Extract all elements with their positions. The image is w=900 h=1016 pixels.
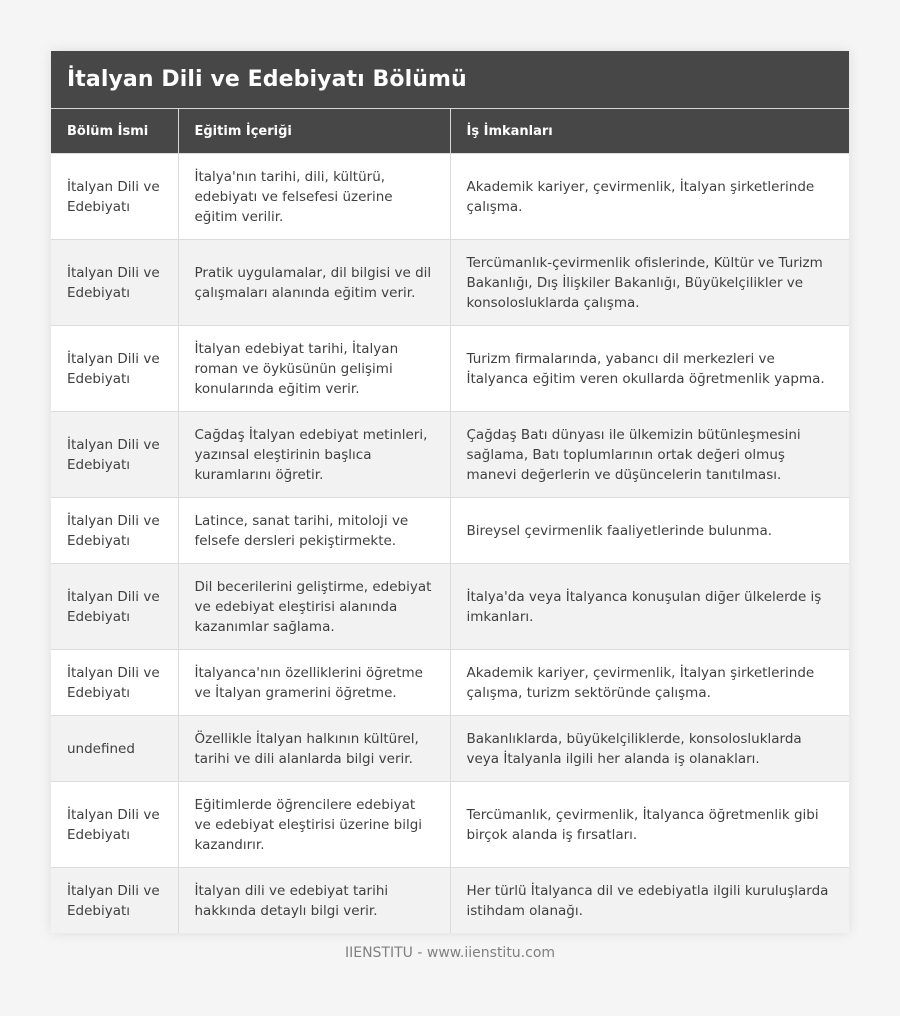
cell-egitim: Pratik uygulamalar, dil bilgisi ve dil çalışmaları alanında eğitim verir. [178, 240, 450, 326]
cell-egitim: Dil becerilerini geliştirme, edebiyat ve edebiyat eleştirisi alanında kazanımlar sağlama. [178, 564, 450, 650]
cell-bolum: İtalyan Dili ve Edebiyatı [51, 154, 178, 240]
cell-is: Tercümanlık, çevirmenlik, İtalyanca öğretmenlik gibi birçok alanda iş fırsatları. [450, 782, 849, 868]
cell-bolum: İtalyan Dili ve Edebiyatı [51, 240, 178, 326]
table-row [51, 498, 849, 564]
cell-is: Çağdaş Batı dünyası ile ülkemizin bütünleşmesini sağlama, Batı toplumlarının ortak değeri olmuş manevi değerlerin ve düşüncelerin tanıtılması. [450, 412, 849, 498]
table-row [51, 564, 849, 650]
table-body [51, 154, 849, 934]
table-row [51, 326, 849, 412]
cell-is: Akademik kariyer, çevirmenlik, İtalyan şirketlerinde çalışma, turizm sektöründe çalışma. [450, 650, 849, 716]
cell-is: Turizm firmalarında, yabancı dil merkezleri ve İtalyanca eğitim veren okullarda öğretmenlik yapma. [450, 326, 849, 412]
cell-egitim: İtalya'nın tarihi, dili, kültürü, edebiyatı ve felsefesi üzerine eğitim verilir. [178, 154, 450, 240]
table-row [51, 412, 849, 498]
table-row [51, 716, 849, 782]
footer-credit: IIENSTITU - www.iienstitu.com [344, 945, 556, 961]
table-row [51, 650, 849, 716]
table-row [51, 240, 849, 326]
cell-egitim: İtalyan edebiyat tarihi, İtalyan roman ve öyküsünün gelişimi konularında eğitim verir. [178, 326, 450, 412]
header-row [51, 109, 849, 154]
cell-bolum: İtalyan Dili ve Edebiyatı [51, 564, 178, 650]
cell-egitim: Özellikle İtalyan halkının kültürel, tarihi ve dili alanlarda bilgi verir. [178, 716, 450, 782]
column-header-egitim-icerigi: Eğitim İçeriği [178, 109, 450, 154]
cell-egitim: Eğitimlerde öğrencilere edebiyat ve edebiyat eleştirisi üzerine bilgi kazandırır. [178, 782, 450, 868]
cell-bolum: İtalyan Dili ve Edebiyatı [51, 498, 178, 564]
table-header [51, 109, 849, 154]
title-bar [51, 51, 849, 108]
column-header-bolum-ismi: Bölüm İsmi [51, 109, 178, 154]
cell-bolum: İtalyan Dili ve Edebiyatı [51, 412, 178, 498]
cell-is: Her türlü İtalyanca dil ve edebiyatla ilgili kuruluşlarda istihdam olanağı. [450, 868, 849, 934]
cell-is: Akademik kariyer, çevirmenlik, İtalyan şirketlerinde çalışma. [450, 154, 849, 240]
cell-egitim: İtalyanca'nın özelliklerini öğretme ve İtalyan gramerini öğretme. [178, 650, 450, 716]
cell-egitim: Latince, sanat tarihi, mitoloji ve felsefe dersleri pekiştirmekte. [178, 498, 450, 564]
table-card [51, 51, 849, 933]
table-row [51, 868, 849, 934]
cell-is: İtalya'da veya İtalyanca konuşulan diğer ülkelerde iş imkanları. [450, 564, 849, 650]
cell-egitim: İtalyan dili ve edebiyat tarihi hakkında detaylı bilgi verir. [178, 868, 450, 934]
department-table [51, 108, 849, 933]
cell-is: Bakanlıklarda, büyükelçiliklerde, konsolosluklarda veya İtalyanla ilgili her alanda iş olanakları. [450, 716, 849, 782]
column-header-is-imkanlari: İş İmkanları [450, 109, 849, 154]
cell-bolum: İtalyan Dili ve Edebiyatı [51, 650, 178, 716]
cell-is: Bireysel çevirmenlik faaliyetlerinde bulunma. [450, 498, 849, 564]
cell-bolum: İtalyan Dili ve Edebiyatı [51, 326, 178, 412]
table-row [51, 154, 849, 240]
cell-bolum: İtalyan Dili ve Edebiyatı [51, 782, 178, 868]
cell-egitim: Cağdaş İtalyan edebiyat metinleri, yazınsal eleştirinin başlıca kuramlarını öğretir. [178, 412, 450, 498]
table-row [51, 782, 849, 868]
cell-is: Tercümanlık-çevirmenlik ofislerinde, Kültür ve Turizm Bakanlığı, Dış İlişkiler Bakanlığı, Büyükelçilikler ve konsolosluklarda çalışma. [450, 240, 849, 326]
page-title: İtalyan Dili ve Edebiyatı Bölümü [67, 67, 467, 92]
cell-bolum: İtalyan Dili ve Edebiyatı [51, 868, 178, 934]
cell-bolum: undefined [51, 716, 178, 782]
